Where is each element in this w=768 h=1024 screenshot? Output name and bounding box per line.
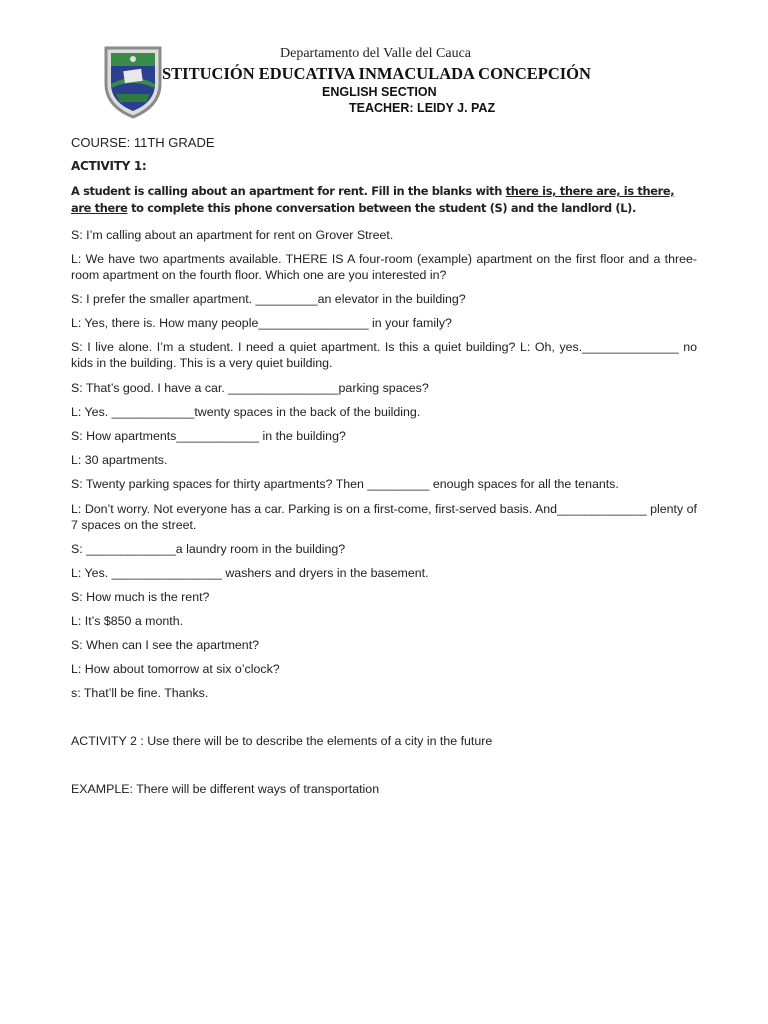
teacher-heading: TEACHER: LEIDY J. PAZ xyxy=(349,101,496,115)
dialogue-line: S: I live alone. I’m a student. I need a quiet apartment. Is this a quiet building? L: Oh, yes.______________ no kids in the building. This is a very quiet building. xyxy=(71,340,697,370)
dialogue-line: S: How apartments____________ in the building? xyxy=(71,429,346,443)
section-heading: ENGLISH SECTION xyxy=(322,85,437,99)
dialogue-line: L: It’s $850 a month. xyxy=(71,614,184,628)
dialogue-line: L: Don’t worry. Not everyone has a car. Parking is on a first-come, first-served basis. And_____________ plenty of 7 spaces on the street. xyxy=(71,502,697,532)
dialogue-line: L: How about tomorrow at six o’clock? xyxy=(71,662,280,676)
dialogue-line: L: We have two apartments available. THERE IS A four-room (example) apartment on the first floor and a three-room apartment on the fourth floor. Which one are you interested in? xyxy=(71,252,697,282)
dialogue-line: S: _____________a laundry room in the building? xyxy=(71,542,346,556)
dialogue-line: S: That’s good. I have a car. ________________parking spaces? xyxy=(71,381,429,395)
dialogue-line: S: I prefer the smaller apartment. _________an elevator in the building? xyxy=(71,292,466,306)
dialogue-line: L: Yes. ____________twenty spaces in the back of the building. xyxy=(71,405,421,419)
activity-2-instructions: ACTIVITY 2 : Use there will be to describe the elements of a city in the future xyxy=(71,734,493,748)
dialogue-line: S: I’m calling about an apartment for rent on Grover Street. xyxy=(71,228,394,242)
dialogue-line: L: Yes. ________________ washers and dryers in the basement. xyxy=(71,566,429,580)
dialogue-line: L: 30 apartments. xyxy=(71,453,168,467)
institution-heading: STITUCIÓN EDUCATIVA INMACULADA CONCEPCIÓN xyxy=(162,64,591,83)
instruction-options: there is, there are, is there, are there xyxy=(71,184,675,215)
instruction-text-end: to complete this phone conversation between the student (S) and the landlord (L). xyxy=(127,201,637,215)
activity-2-example: EXAMPLE: There will be different ways of transportation xyxy=(71,782,380,796)
dialogue-line: s: That’ll be fine. Thanks. xyxy=(71,686,209,700)
dialogue-line: S: When can I see the apartment? xyxy=(71,638,260,652)
instruction-text: A student is calling about an apartment for rent. Fill in the blanks with xyxy=(71,184,506,198)
school-crest-logo xyxy=(102,44,164,120)
dialogue-line: S: How much is the rent? xyxy=(71,590,210,604)
department-heading: Departamento del Valle del Cauca xyxy=(280,46,471,61)
course-label: COURSE: 11TH GRADE xyxy=(71,135,215,150)
dialogue-line: L: Yes, there is. How many people________________ in your family? xyxy=(71,316,452,330)
dialogue-line: S: Twenty parking spaces for thirty apartments? Then _________ enough spaces for all the tenants. xyxy=(71,477,619,491)
activity-1-instructions xyxy=(71,183,697,217)
activity-1-label: ACTIVITY 1: xyxy=(71,159,147,173)
